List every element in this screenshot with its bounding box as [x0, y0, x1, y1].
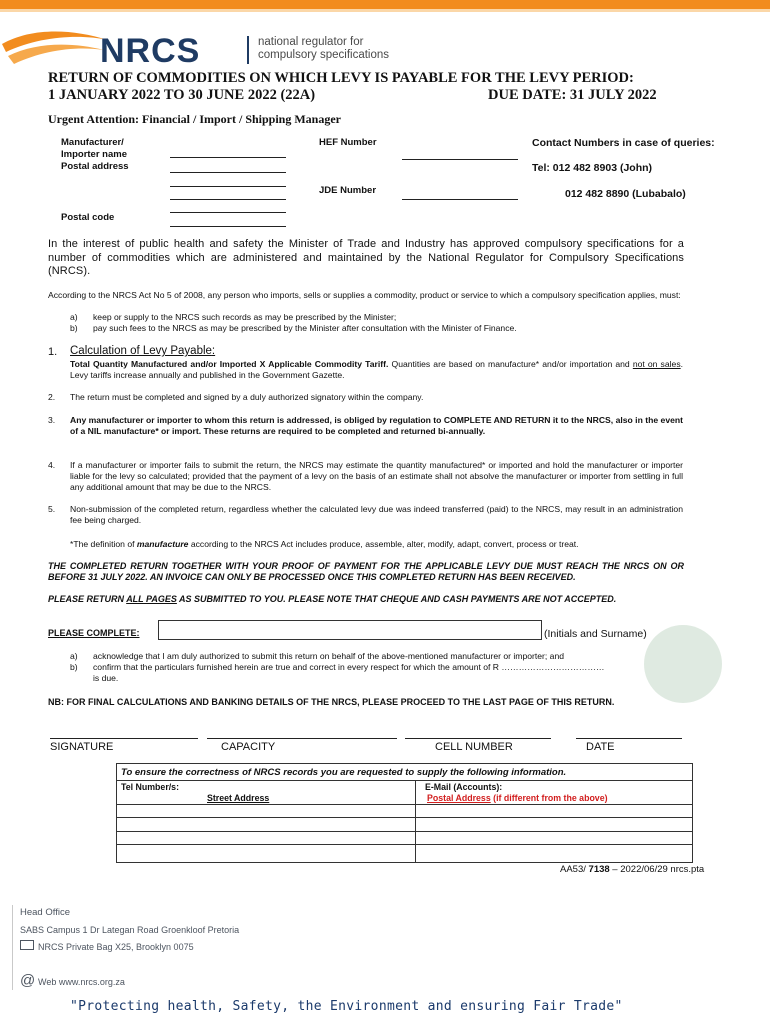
date-line[interactable]: [576, 738, 682, 739]
date-label: DATE: [586, 741, 615, 753]
section-1-underline: not on sales: [632, 359, 681, 369]
footer-rule: [12, 905, 13, 990]
reference-suffix: – 2022/06/29 nrcs.pta: [609, 864, 705, 875]
top-accent-shade: [0, 9, 770, 12]
section-1-formula: Total Quantity Manufactured and/or Imported X Applicable Commodity Tariff.: [70, 359, 389, 369]
name-input-box[interactable]: [158, 620, 542, 640]
contact-tel-john: Tel: 012 482 8903 (John): [532, 162, 653, 174]
signature-label: SIGNATURE: [50, 741, 114, 753]
hef-number-field[interactable]: [402, 159, 518, 160]
postal-code-field[interactable]: [170, 226, 286, 227]
acknowledge-b: confirm that the particulars furnished herein are true and correct in every respect for which the amount of R ………………………………: [93, 662, 605, 672]
nrcs-logo: [0, 26, 400, 74]
all-pages-text-b: AS SUBMITTED TO YOU. PLEASE NOTE THAT CHEQUE AND CASH PAYMENTS ARE NOT ACCEPTED.: [176, 594, 617, 604]
office-address: SABS Campus 1 Dr Lategan Road Groenkloof Pretoria: [20, 925, 240, 935]
cell-number-line[interactable]: [405, 738, 551, 739]
acknowledge-b-label: b): [70, 662, 78, 672]
table-column-divider: [415, 780, 416, 863]
section-1-heading-text: Calculation of Levy Payable: [70, 345, 212, 357]
all-pages-text-a: PLEASE RETURN: [48, 594, 127, 604]
document-reference: [560, 864, 704, 875]
table-divider: [117, 780, 692, 781]
private-bag: NRCS Private Bag X25, Brooklyn 0075: [38, 942, 194, 952]
postal-address-note: (if different from the above): [490, 793, 608, 803]
signature-line[interactable]: [50, 738, 198, 739]
section-5-text: Non-submission of the completed return, regardless whether the calculated levy due was indeed transferred (paid) to the NRCS, may result in an administration fee being charged.: [70, 504, 683, 525]
manufacture-definition: [70, 539, 683, 550]
act-paragraph: According to the NRCS Act No 5 of 2008, any person who imports, sells or supplies a commodity, product or service to which a compulsory specification applies, must:: [48, 290, 681, 300]
capacity-line[interactable]: [207, 738, 397, 739]
reference-prefix: AA53/: [560, 864, 589, 875]
footer-slogan: "Protecting health, Safety, the Environment and ensuring Fair Trade": [70, 999, 623, 1014]
section-5-number: 5.: [48, 504, 56, 514]
table-row-line: [117, 804, 692, 805]
contact-tel-lubabalo: 012 482 8890 (Lubabalo): [565, 188, 686, 200]
importer-name-field[interactable]: [170, 157, 286, 158]
all-pages-underline: ALL PAGES: [126, 594, 177, 604]
section-3-text: Any manufacturer or importer to whom this return is addressed, is obliged by regulation to COMPLETE AND RETURN it to the NRCS, also in the event of a NIL manufacture* or import. These returns are required to be completed and returned bi-annually.: [70, 415, 683, 436]
email-accounts-label: E-Mail (Accounts):: [425, 782, 503, 792]
mail-icon: [20, 940, 34, 950]
section-1-text: [70, 359, 683, 381]
logo-tagline-line1: national regulator for: [258, 36, 364, 48]
logo-wordmark: NRCS: [100, 32, 201, 70]
top-accent-bar: [0, 0, 770, 9]
logo-tagline-line2: compulsory specifications: [258, 49, 390, 61]
contact-heading: Contact Numbers in case of queries:: [532, 137, 715, 149]
return-notice: THE COMPLETED RETURN TOGETHER WITH YOUR PROOF OF PAYMENT FOR THE APPLICABLE LEVY DUE MUST REACH THE NRCS ON OR BEFORE 31 JULY 2022. AN INVOICE CAN ONLY BE PROCESSED ONCE THIS COMPLETED RETURN HAS BEEN RECEIVED.: [48, 561, 684, 582]
at-icon: @: [20, 972, 36, 989]
section-1-number: 1.: [48, 346, 58, 358]
postal-address-field-1[interactable]: [170, 172, 286, 173]
levy-period: 1 JANUARY 2022 TO 30 JUNE 2022 (22A): [48, 87, 316, 103]
acknowledge-a-label: a): [70, 651, 78, 661]
please-complete-label: PLEASE COMPLETE:: [48, 628, 140, 638]
manufacturer-label-line1: Manufacturer/: [61, 137, 124, 148]
act-item-a-label: a): [70, 312, 78, 322]
jde-number-label: JDE Number: [319, 185, 377, 196]
section-4-text: If a manufacturer or importer fails to submit the return, the NRCS may estimate the quantity manufactured* or imported and hold the manufacturer or importer liable for the levy so calculated; provided that the payment of a levy on the basis of an estimate shall not absolve the manufacturer or importer from settling in full any additional amount that may be due to the NRCS.: [70, 460, 683, 492]
records-table-heading: To ensure the correctness of NRCS records you are requested to supply the following information.: [121, 767, 567, 778]
intro-paragraph: In the interest of public health and safety the Minister of Trade and Industry has approved compulsory specifications for a number of commodities which are administered and maintained by the National Regulator for Compulsory Specifications (NRCS).: [48, 238, 684, 277]
postal-address-field-4[interactable]: [170, 212, 286, 213]
definition-text-b: according to the NRCS Act includes produce, assemble, alter, modify, adapt, convert, process or treat.: [188, 539, 579, 549]
definition-text-a: *The definition of: [70, 539, 137, 549]
website-link[interactable]: Web www.nrcs.org.za: [38, 977, 125, 987]
section-1-heading-colon: :: [211, 345, 216, 357]
act-item-a: keep or supply to the NRCS such records as may be prescribed by the Minister;: [93, 312, 397, 322]
section-3-number: 3.: [48, 415, 56, 425]
all-pages-notice: [48, 594, 684, 605]
due-date: DUE DATE: 31 JULY 2022: [488, 87, 657, 103]
act-item-b: pay such fees to the NRCS as may be prescribed by the Minister after consultation with the Minister of Finance.: [93, 323, 517, 333]
nb-notice: NB: FOR FINAL CALCULATIONS AND BANKING DETAILS OF THE NRCS, PLEASE PROCEED TO THE LAST PAGE OF THIS RETURN.: [48, 697, 615, 707]
jde-number-field[interactable]: [402, 199, 518, 200]
section-1-text-b: . Levy tariffs increase annually and published in the Government Gazette.: [70, 359, 684, 380]
street-address-label: Street Address: [207, 793, 270, 803]
section-1-heading: [70, 345, 215, 357]
logo-tagline: [258, 36, 389, 62]
postal-address-label-red: Postal Address: [427, 793, 491, 803]
manufacturer-label-line2: Importer name: [61, 149, 127, 160]
definition-word: manufacture: [136, 539, 189, 549]
section-2-number: 2.: [48, 392, 56, 402]
postal-code-label: Postal code: [61, 212, 115, 223]
postal-address-field-3[interactable]: [170, 199, 286, 200]
section-2-text: The return must be completed and signed by a duly authorized signatory within the company.: [70, 392, 424, 402]
records-table: [116, 763, 693, 863]
table-row-line: [117, 831, 692, 832]
tel-number-label: Tel Number/s:: [121, 782, 180, 792]
cell-number-label: CELL NUMBER: [435, 741, 513, 753]
section-4-number: 4.: [48, 460, 56, 470]
postal-address-field-2[interactable]: [170, 186, 286, 187]
logo-separator: [247, 36, 249, 64]
capacity-label: CAPACITY: [221, 741, 276, 753]
act-item-b-label: b): [70, 323, 78, 333]
table-row-line: [117, 817, 692, 818]
postal-address-header: [427, 793, 608, 803]
acknowledge-b-end: is due.: [93, 673, 119, 683]
section-1-text-a: Quantities are based on manufacture* and/or importation and: [388, 359, 633, 369]
table-row-line: [117, 844, 692, 845]
document-title: RETURN OF COMMODITIES ON WHICH LEVY IS PAYABLE FOR THE LEVY PERIOD:: [48, 70, 634, 86]
acknowledge-a: acknowledge that I am duly authorized to submit this return on behalf of the above-mentioned manufacturer or importer; and: [93, 651, 565, 661]
reference-number: 7138: [588, 864, 610, 875]
head-office-label: Head Office: [20, 907, 70, 918]
attention-line: Urgent Attention: Financial / Import / Shipping Manager: [48, 112, 342, 126]
initials-surname-label: (Initials and Surname): [544, 628, 647, 640]
hef-number-label: HEF Number: [319, 137, 377, 148]
manufacturer-label: [61, 137, 129, 173]
postal-address-label: Postal address: [61, 161, 129, 172]
